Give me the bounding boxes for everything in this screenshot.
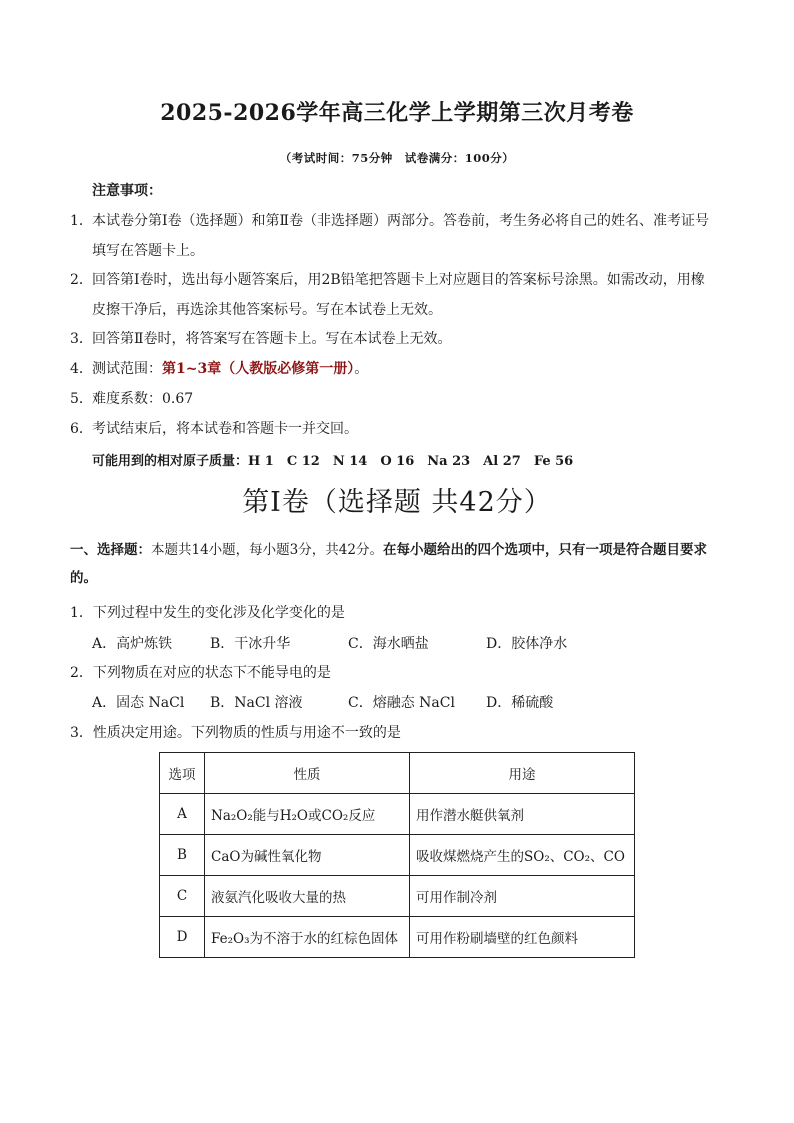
instruction-rules: 本题共14小题，每小题3分，共42分。 [151,542,383,558]
row-use: 用作潜水艇供氧剂 [410,794,635,835]
row-option: C [160,876,205,917]
test-scope-label: 测试范围： [92,361,162,377]
notice-item-5 [70,384,730,414]
notice-item-text: 回答第Ⅰ卷时，选出每小题答案后，用2B铅笔把答题卡上对应题目的答案标号涂黑。如需改动，用橡 [92,272,705,288]
section-title: 第Ⅰ卷（选择题 共42分） [242,487,552,518]
test-scope-suffix: 。 [354,361,369,377]
table-row [160,794,635,835]
question-3-stem: 3．性质决定用途。下列物质的性质与用途不一致的是 [70,725,401,741]
row-property: Fe₂O₃为不溶于水的红棕色固体 [205,917,410,958]
properties-table [159,752,635,958]
row-option: A [160,794,205,835]
test-scope-value: 第1~3章（人教版必修第一册） [162,361,355,377]
option-a[interactable]: A．固态 NaCl [92,695,185,711]
notice-heading: 注意事项： [92,183,162,199]
row-property: CaO为碱性氧化物 [205,835,410,876]
notice-item-continuation: 皮擦干净后，再选涂其他答案标号。写在本试卷上无效。 [92,302,442,318]
row-use: 吸收煤燃烧产生的SO₂、CO₂、CO [410,835,635,876]
row-option: B [160,835,205,876]
notice-item-3 [70,324,730,354]
header-property: 性质 [205,753,410,794]
table-row [160,835,635,876]
question-2-stem: 2．下列物质在对应的状态下不能导电的是 [70,665,331,681]
notice-item-6 [70,414,730,444]
question-1-stem: 1．下列过程中发生的变化涉及化学变化的是 [70,605,345,621]
row-option: D [160,917,205,958]
option-b[interactable]: B．干冰升华 [210,636,291,652]
notice-item-text: 回答第Ⅱ卷时，将答案写在答题卡上。写在本试卷上无效。 [92,331,452,347]
notice-item-number: 3． [70,331,93,347]
notice-item-number: 2． [70,272,93,288]
exam-title: 2025-2026学年高三化学上学期第三次月考卷 [160,100,634,126]
table-row [160,917,635,958]
instruction-requirement: 在每小题给出的四个选项中，只有一项是符合题目要求的。 [70,542,707,586]
header-use: 用途 [410,753,635,794]
notice-item-text: 考试结束后，将本试卷和答题卡一并交回。 [92,421,358,437]
option-c[interactable]: C．海水晒盐 [348,636,429,652]
option-c[interactable]: C．熔融态 NaCl [348,695,455,711]
option-a[interactable]: A．高炉炼铁 [92,636,173,652]
table-row [160,876,635,917]
section-instruction [70,536,730,592]
notice-item-number: 5． [70,391,93,407]
header-option: 选项 [160,753,205,794]
notice-item-4 [70,354,730,384]
atomic-masses: 可能用到的相对原子质量：H 1 C 12 N 14 O 16 Na 23 Al 27 Fe 56 [92,454,574,469]
row-use: 可用作粉刷墙壁的红色颜料 [410,917,635,958]
instruction-lead: 一、选择题： [70,542,151,558]
notice-item-1 [70,206,730,266]
notice-item-number: 4． [70,361,93,377]
table-header-row [160,753,635,794]
row-use: 可用作制冷剂 [410,876,635,917]
exam-subtitle: （考试时间：75分钟 试卷满分：100分） [279,151,515,165]
notice-item-continuation: 填写在答题卡上。 [92,243,204,259]
row-property: Na₂O₂能与H₂O或CO₂反应 [205,794,410,835]
notice-item-number: 1． [70,213,93,229]
option-b[interactable]: B．NaCl 溶液 [210,695,303,711]
notice-item-2 [70,265,730,325]
notice-item-number: 6． [70,421,93,437]
option-d[interactable]: D．胶体净水 [486,636,568,652]
notice-item-text: 本试卷分第Ⅰ卷（选择题）和第Ⅱ卷（非选择题）两部分。答卷前，考生务必将自己的姓名、准考证号 [92,213,710,229]
option-d[interactable]: D．稀硫酸 [486,695,554,711]
difficulty-text: 难度系数：0.67 [92,391,194,407]
row-property: 液氨汽化吸收大量的热 [205,876,410,917]
